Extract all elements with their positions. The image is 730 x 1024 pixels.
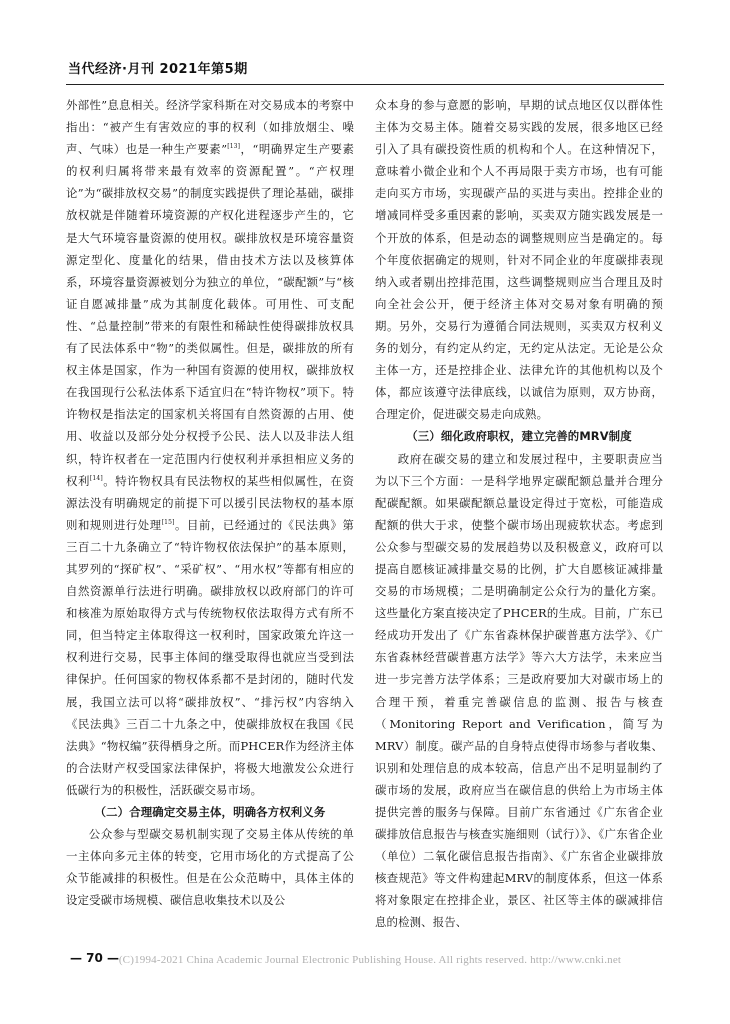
left-column <box>66 94 354 911</box>
left-text-1a: 外部性”息息相关。经济学家科斯在对交易成本的考察中指出：“被产生有害效应的事的权利（如排放烟尘、噪声、气味）也是一种生产要素” <box>66 98 354 157</box>
section-heading-2: （二）合理确定交易主体，明确各方权利义务 <box>94 805 326 819</box>
copyright-watermark: (C)1994-2021 China Academic Journal Electronic Publishing House. All rights reserved. http://www.cnki.net <box>118 954 622 966</box>
header-rule <box>66 84 664 85</box>
left-paragraph-2: 公众参与型碳交易机制实现了交易主体从传统的单一主体向多元主体的转变，它用市场化的方式提高了公众节能减排的积极性。但是在公众范畴中，具体主体的设定受碳市场规模、碳信息收集技术以及公 <box>66 827 354 908</box>
section-heading-3: （三）细化政府职权，建立完善的MRV制度 <box>406 429 632 444</box>
left-text-1c: 。特许物权具有民法物权的某些相似属性，在资源法没有明确规定的前提下可以援引民法物权的基本原则和规则进行处理 <box>66 473 354 532</box>
left-text-1b: ，“明确界定生产要素的权利归属将带来最有效率的资源配置”。“产权理论”为“碳排放权交易”的制度实践提供了理论基础，碳排放权就是伴随着环境资源的产权化进程逐步产生的，它是大气环境容量资源的使用权。碳排放权是环境容量资源定型化、度量化的结果，借由技术方法以及核算体系，环境容量资源被划分为独立的单位，“碳配额”与“核证自愿减排量”成为其制度化载体。可用性、可支配性、“总量控制”带来的有限性和稀缺性使得碳排放权具有了民法体系中“物”的类似属性。但是，碳排放的所有权主体是国家，作为一种国有资源的使用权，碳排放权在我国现行公私法体系下适宜归在“特许物权”项下。特许物权是指法定的国家机关将国有自然资源的占用、使用、收益以及部分处分权授予公民、法人以及非法人组织，特许权者在一定范围内行使权利并承担相应义务的权利 <box>66 142 354 488</box>
right-column <box>375 94 663 934</box>
journal-header: 当代经济·月刊 2021年第5期 <box>68 62 248 77</box>
left-text-1d: 。目前，已经通过的《民法典》第三百二十九条确立了“特许物权依法保护”的基本原则，其罗列的“探矿权”、“采矿权”、“用水权”等都有相应的自然资源单行法进行明确。碳排放权以政府部门的许可和核准为原始取得方式与传统物权依法取得方式有所不同，但当特定主体取得这一权利时，国家政策允许这一权利进行交易，民事主体间的继受取得也就应当受到法律保护。任何国家的物权体系都不是封闭的，随时代发展，我国立法可以将“碳排放权”、“排污权”内容纳入《民法典》三百二十九条之中，使碳排放权在我国《民法典》“物权编”获得栖身之所。而PHCER作为经济主体的合法财产权受国家法律保护，将极大地激发公众进行低碳行为的积极性，活跃碳交易市场。 <box>66 517 354 797</box>
citation-13: [13] <box>227 143 241 151</box>
right-paragraph-2: 政府在碳交易的建立和发展过程中，主要职责应当为以下三个方面：一是科学地界定碳配额总量并合理分配碳配额。如果碳配额总量设定得过于宽松，可能造成配额的供大于求，使整个碳市场出现疲软状态。考虑到公众参与型碳交易的发展趋势以及积极意义，政府可以提高自愿核证减排量交易的比例，扩大自愿核证减排量交易的市场规模；二是明确制定公众行为的量化方案。这些量化方案直接决定了PHCER的生成。目前，广东已经成功开发出了《广东省森林保护碳普惠方法学》、《广东省森林经营碳普惠方法学》等六大方法学，未来应当进一步完善方法学体系；三是政府要加大对碳市场上的合理干预，着重完善碳信息的监测、报告与核查（Monitoring Report and Verification，简写为MRV）制度。碳产品的自身特点使得市场参与者收集、识别和处理信息的成本较高，信息产出不足明显制约了碳市场的发展，政府应当在碳信息的供给上为市场主体提供完善的服务与保障。目前广东省通过《广东省企业碳排放信息报告与核查实施细则（试行）》、《广东省企业（单位）二氧化碳信息报告指南》、《广东省企业碳排放核查规范》等文件构建起MRV的制度体系，但这一体系将对象限定在控排企业，景区、社区等主体的碳减排信息的检测、报告、 <box>375 451 663 930</box>
left-paragraph-1 <box>66 94 354 801</box>
page-number: — 70 — <box>70 951 120 965</box>
citation-15: [15] <box>161 518 175 526</box>
right-paragraph-1: 众本身的参与意愿的影响，早期的试点地区仅以群体性主体为交易主体。随着交易实践的发展，很多地区已经引入了具有碳投资性质的机构和个人。在这种情况下，意味着小微企业和个人不再局限于卖方市场，也有可能走向买方市场，实现碳产品的买进与卖出。控排企业的增减同样受多重因素的影响，买卖双方随实践发展是一个开放的体系，但是动态的调整规则应当是确定的。每个年度依据确定的规则，针对不同企业的年度碳排表现纳入或者剔出控排范围，这些调整规则应当合理且及时向全社会公开，便于经济主体对交易对象有明确的预期。另外，交易行为遵循合同法规则，买卖双方权利义务的划分，有约定从约定，无约定从法定。无论是公众主体一方，还是控排企业、法律允许的其他机构以及个体，都应该遵守法律底线，以诚信为原则，双方协商，合理定价，促进碳交易走向成熟。 <box>375 98 663 422</box>
citation-14: [14] <box>89 474 103 482</box>
